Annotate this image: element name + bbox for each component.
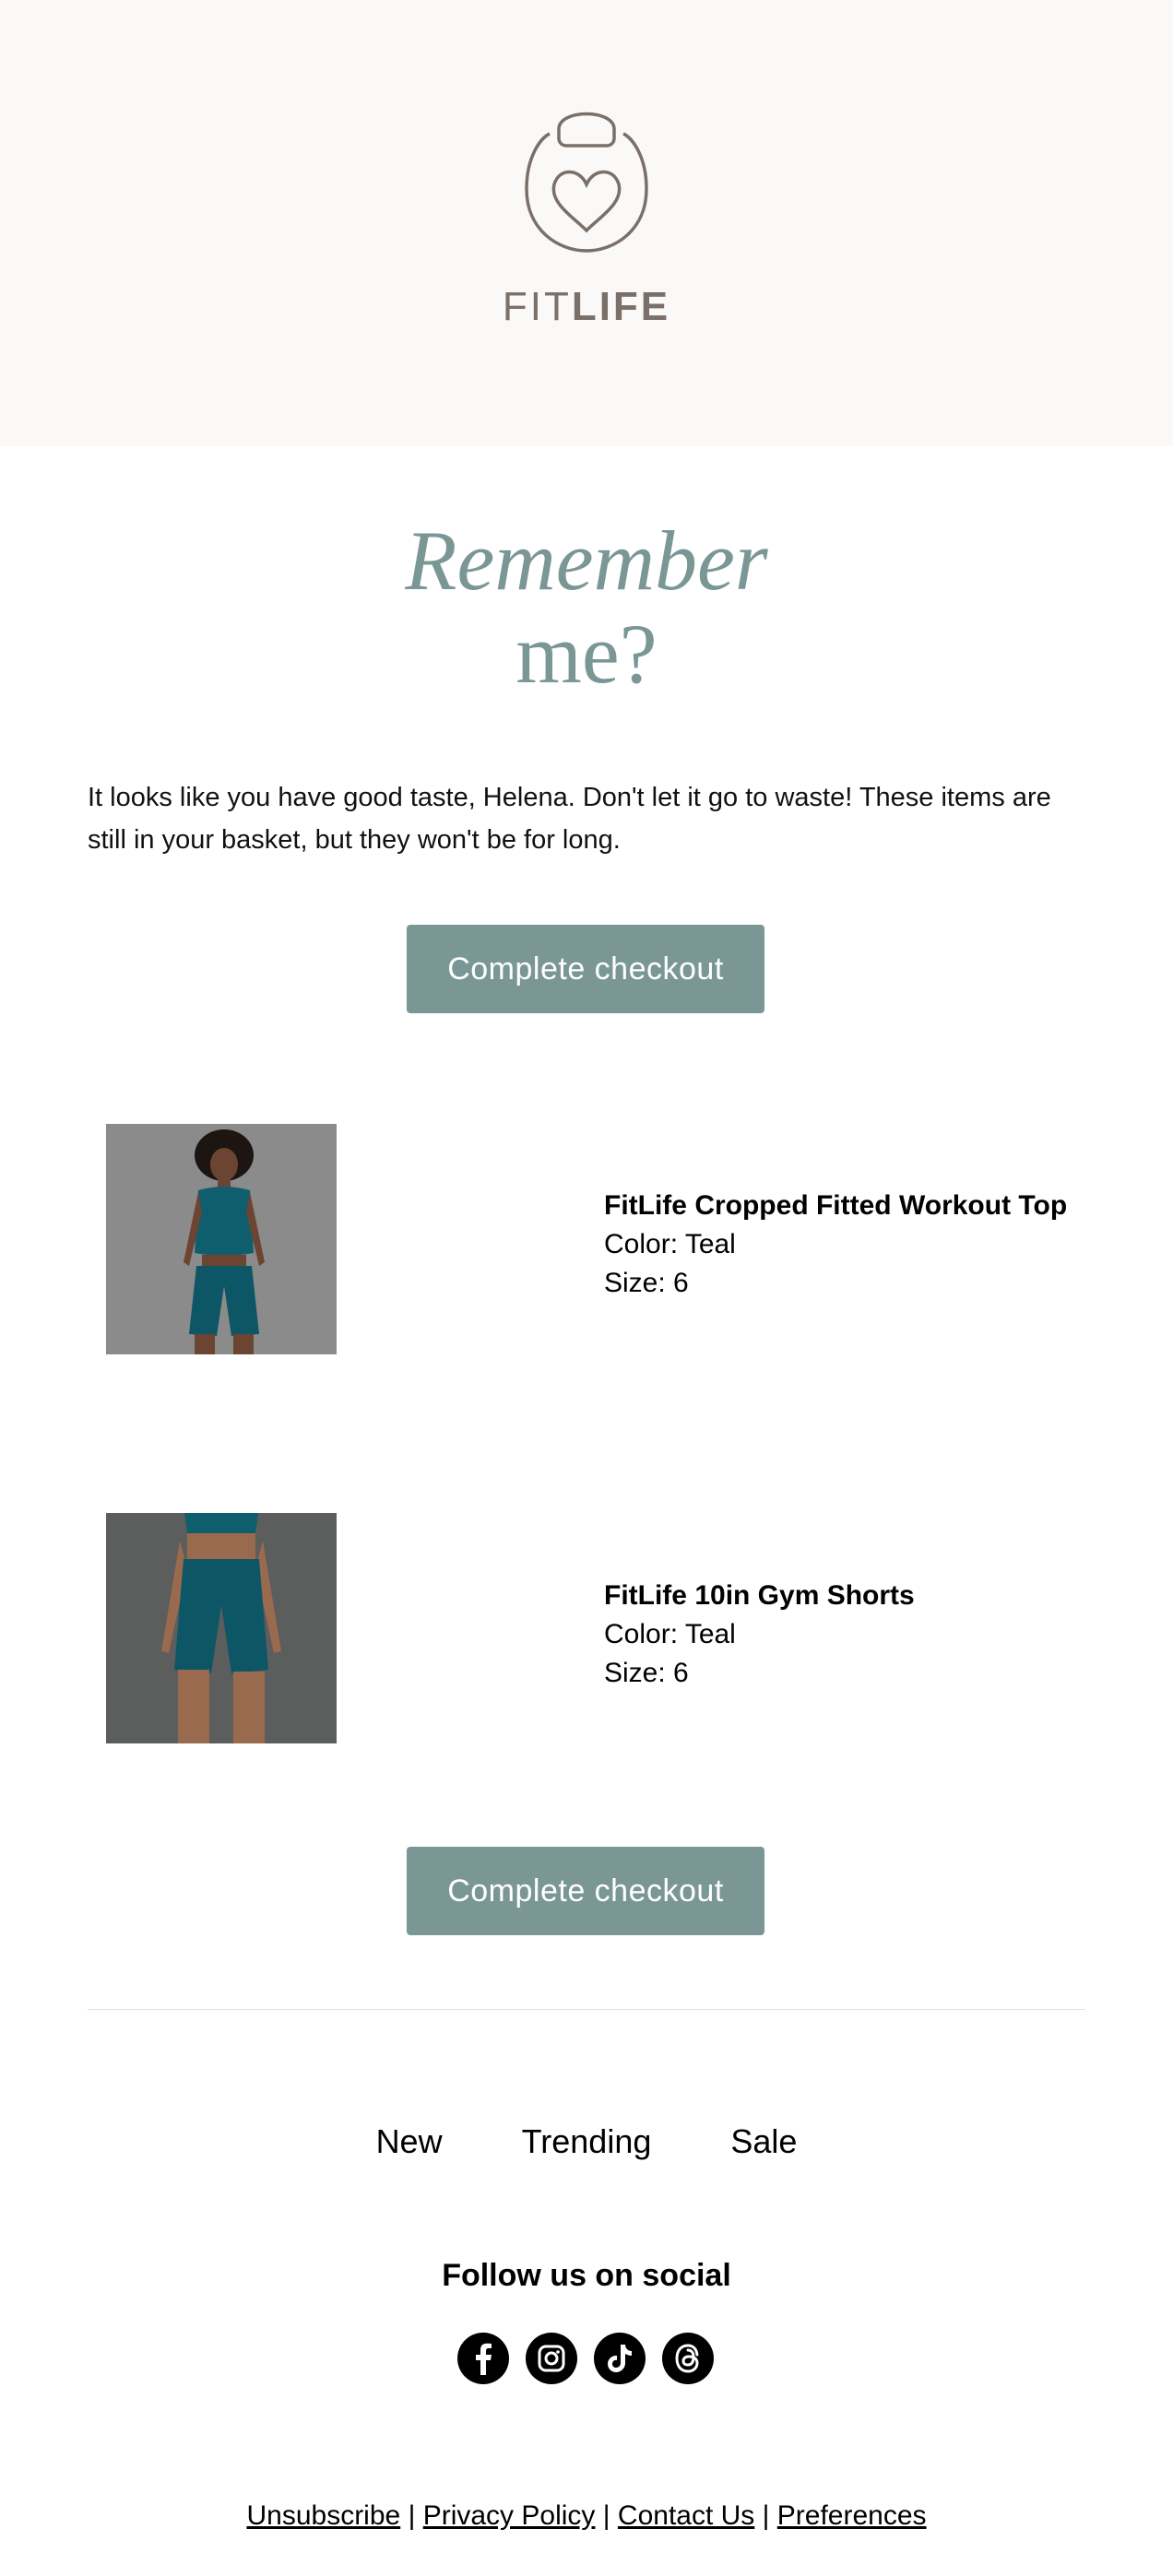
product-photo-icon: [106, 1513, 337, 1743]
facebook-icon[interactable]: [457, 2333, 509, 2384]
section-divider: [88, 2009, 1085, 2010]
product-name[interactable]: FitLife Cropped Fitted Workout Top: [604, 1190, 1068, 1221]
brand-wordmark: [0, 284, 1173, 330]
product-name[interactable]: FitLife 10in Gym Shorts: [604, 1580, 915, 1611]
product-color: Color: Teal: [604, 1229, 736, 1259]
complete-checkout-button-top[interactable]: Complete checkout: [407, 925, 764, 1013]
contact-us-link[interactable]: Contact Us: [617, 2500, 755, 2531]
unsubscribe-link[interactable]: Unsubscribe: [246, 2500, 401, 2531]
preferences-link[interactable]: Preferences: [776, 2500, 927, 2531]
product-image-workout-top[interactable]: [106, 1124, 337, 1354]
nav-link-trending[interactable]: Trending: [521, 2122, 652, 2160]
instagram-icon[interactable]: [526, 2333, 577, 2384]
headline-line-1: Remember: [405, 514, 768, 608]
email-header: [0, 0, 1173, 446]
intro-paragraph: It looks like you have good taste, Helena. Don't let it go to waste! These items are still in your basket, but they won't be for long.: [88, 783, 1051, 855]
product-photo-icon: [106, 1124, 337, 1354]
brand-wordmark-light: FIT: [502, 284, 572, 329]
product-image-gym-shorts[interactable]: [106, 1513, 337, 1743]
nav-link-new[interactable]: New: [375, 2122, 443, 2160]
tiktok-icon[interactable]: [594, 2333, 646, 2384]
headline-line-2: me?: [515, 607, 658, 701]
social-heading: Follow us on social: [442, 2258, 731, 2293]
nav-link-sale[interactable]: Sale: [730, 2122, 798, 2160]
threads-icon[interactable]: [662, 2333, 714, 2384]
complete-checkout-button-bottom[interactable]: Complete checkout: [407, 1847, 764, 1935]
product-details-workout-top: [604, 1187, 1120, 1303]
footer-links: [0, 2500, 1173, 2532]
product-size: Size: 6: [604, 1268, 689, 1298]
footer-separator: |: [408, 2500, 416, 2531]
social-icons-row: [457, 2333, 716, 2384]
product-size: Size: 6: [604, 1658, 689, 1688]
footer-separator: |: [762, 2500, 770, 2531]
footer-separator: |: [602, 2500, 610, 2531]
privacy-policy-link[interactable]: Privacy Policy: [422, 2500, 596, 2531]
product-color: Color: Teal: [604, 1619, 736, 1649]
brand-wordmark-bold: LIFE: [571, 284, 671, 329]
product-details-gym-shorts: [604, 1577, 1120, 1693]
footer-nav: [0, 2122, 1173, 2161]
kettlebell-heart-logo-icon: [522, 101, 651, 258]
